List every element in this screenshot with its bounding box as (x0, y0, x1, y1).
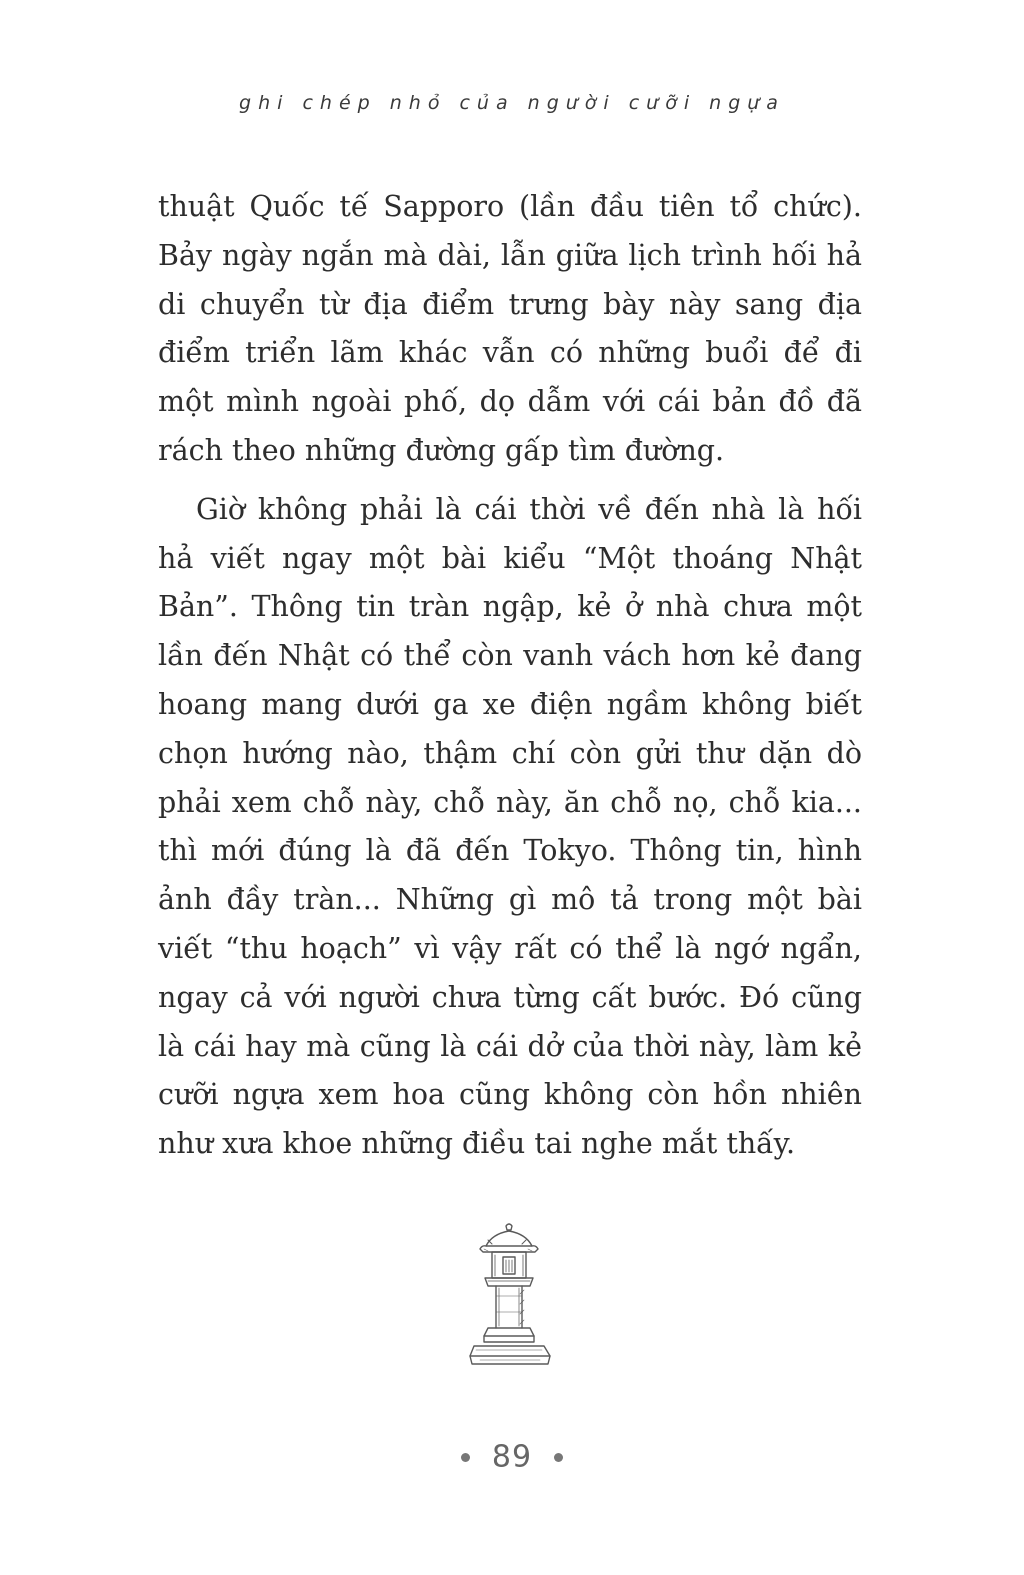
running-header: ghi chép nhỏ của người cưỡi ngựa (239, 92, 785, 114)
page-number: 89 (491, 1439, 533, 1475)
right-dot-icon (554, 1453, 563, 1462)
paragraph-1: thuật Quốc tế Sapporo (lần đầu tiên tổ chức). Bảy ngày ngắn mà dài, lẫn giữa lịch trình hối hả di chuyển từ địa điểm trưng bày này sang địa điểm triển lãm khác vẫn có những buổi để đi một mình ngoài phố, dọ dẫm với cái bản đồ đã rách theo những đường gấp tìm đường. (158, 190, 862, 467)
stone-lantern-icon (462, 1222, 556, 1368)
body-text (158, 183, 862, 1169)
page-footer (0, 1432, 1024, 1483)
paragraph-2: Giờ không phải là cái thời về đến nhà là hối hả viết ngay một bài kiểu “Một thoáng Nhật Bản”. Thông tin tràn ngập, kẻ ở nhà chưa một lần đến Nhật có thể còn vanh vách hơn kẻ đang hoang mang dưới ga xe điện ngầm không biết chọn hướng nào, thậm chí còn gửi thư dặn dò phải xem chỗ này, chỗ này, ăn chỗ nọ, chỗ kia... thì mới đúng là đã đến Tokyo. Thông tin, hình ảnh đầy tràn... Những gì mô tả trong một bài viết “thu hoạch” vì vậy rất có thể là ngớ ngẩn, ngay cả với người chưa từng cất bước. Đó cũng là cái hay mà cũng là cái dở của thời này, làm kẻ cưỡi ngựa xem hoa cũng không còn hồn nhiên như xưa khoe những điều tai nghe mắt thấy. (158, 492, 862, 1161)
left-dot-icon (461, 1453, 470, 1462)
